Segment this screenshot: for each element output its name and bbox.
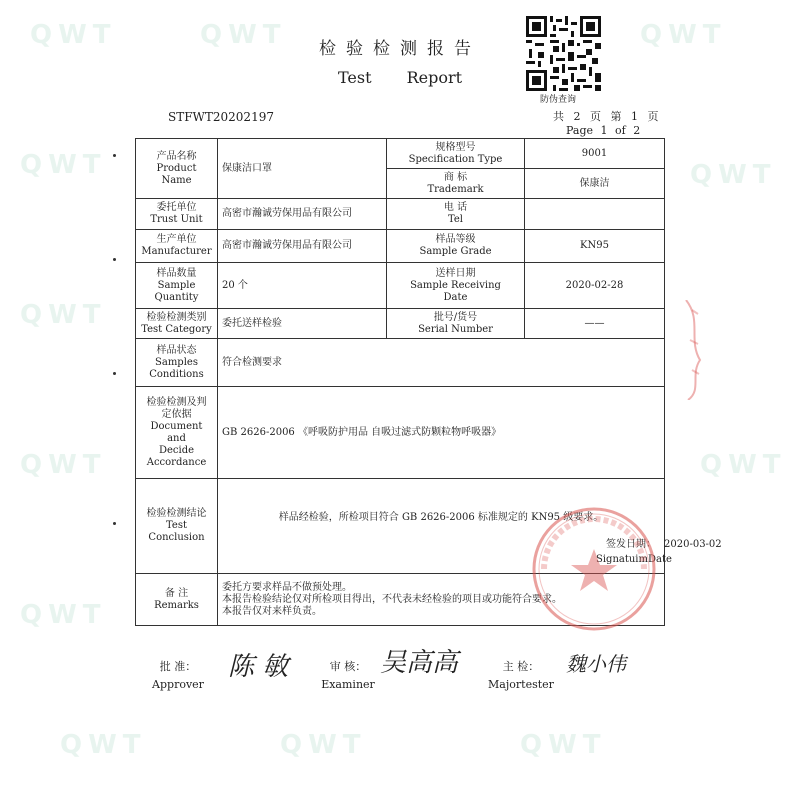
approver-signature: 陈 敏 — [228, 652, 289, 682]
anti-counterfeit-label: 防伪查询 — [540, 95, 577, 105]
report-title-en: Test Report — [337, 68, 463, 87]
watermark: QWT — [20, 150, 107, 180]
sample-quantity-value: 20 个 — [218, 263, 387, 309]
examiner-signature: 吴高高 — [380, 648, 459, 678]
manufacturer-value: 高密市瀚诚劳保用品有限公司 — [218, 230, 387, 263]
seam-stamp — [684, 300, 704, 400]
watermark: QWT — [60, 730, 147, 760]
report-number: STFWT20202197 — [168, 110, 274, 124]
watermark: QWT — [690, 160, 777, 190]
qr-code-icon — [526, 16, 601, 91]
table-row — [136, 309, 665, 339]
sample-grade-label: 样品等级 Sample Grade — [387, 230, 525, 263]
serial-number-value: —— — [525, 309, 665, 339]
examiner-label: 审 核： Examiner — [321, 660, 375, 691]
conclusion-label: 检验检测结论 Test Conclusion — [136, 479, 218, 574]
margin-mark — [113, 372, 116, 375]
page-indicator-cn: 共 2 页 第 1 页 — [553, 110, 659, 123]
table-row — [136, 230, 665, 263]
trademark-value: 保康洁 — [525, 169, 665, 199]
sign-date: 签发日期： 2020-03-02 — [606, 539, 722, 550]
test-category-label: 检验检测类别 Test Category — [136, 309, 218, 339]
test-category-value: 委托送样检验 — [218, 309, 387, 339]
table-row — [136, 199, 665, 230]
remark-line: 委托方要求样品不做预处理。 — [222, 581, 352, 593]
serial-number-label: 批号/货号 Serial Number — [387, 309, 525, 339]
watermark: QWT — [20, 300, 107, 330]
sample-conditions-label: 样品状态 Samples Conditions — [136, 339, 218, 387]
watermark: QWT — [520, 730, 607, 760]
product-name-value: 保康洁口罩 — [218, 139, 387, 199]
trust-unit-label: 委托单位 Trust Unit — [136, 199, 218, 230]
watermark: QWT — [640, 20, 727, 50]
watermark: QWT — [700, 450, 787, 480]
official-stamp — [530, 505, 658, 633]
margin-mark — [113, 258, 116, 261]
remarks-label: 备 注 Remarks — [136, 574, 218, 626]
tel-label: 电 话 Tel — [387, 199, 525, 230]
majortester-signature: 魏小伟 — [566, 652, 626, 676]
remark-line: 本报告仅对来样负责。 — [222, 605, 322, 617]
conclusion-text: 样品经检验，所检项目符合 GB 2626-2006 标准规定的 KN95 级要求。 — [278, 512, 604, 523]
remark-line: 本报告检验结论仅对所检项目得出，不代表未经检验的项目或功能符合要求。 — [222, 593, 562, 605]
table-row — [136, 387, 665, 479]
margin-mark — [113, 522, 116, 525]
sample-grade-value: KN95 — [525, 230, 665, 263]
tel-value — [525, 199, 665, 230]
accordance-value: GB 2626-2006 《呼吸防护用品 自吸过滤式防颗粒物呼吸器》 — [218, 387, 665, 479]
watermark: QWT — [200, 20, 287, 50]
majortester-label: 主 检： Majortester — [488, 660, 554, 691]
accordance-label: 检验检测及判 定依据 Document and Decide Accordance — [136, 387, 218, 479]
watermark: QWT — [20, 450, 107, 480]
spec-value: 9001 — [525, 139, 665, 169]
report-title-cn: 检验检测报告 — [319, 39, 481, 59]
trademark-label: 商 标 Trademark — [387, 169, 525, 199]
sample-conditions-value: 符合检测要求 — [218, 339, 665, 387]
spec-label: 规格型号 Specification Type — [387, 139, 525, 169]
sign-date-label-en: SignatuimDate — [596, 554, 672, 565]
margin-mark — [113, 154, 116, 157]
receiving-date-value: 2020-02-28 — [525, 263, 665, 309]
watermark: QWT — [30, 20, 117, 50]
page-indicator-en: Page 1 of 2 — [566, 124, 641, 137]
table-row — [136, 339, 665, 387]
watermark: QWT — [280, 730, 367, 760]
table-row — [136, 139, 665, 169]
trust-unit-value: 高密市瀚诚劳保用品有限公司 — [218, 199, 387, 230]
receiving-date-label: 送样日期 Sample Receiving Date — [387, 263, 525, 309]
watermark: QWT — [20, 600, 107, 630]
approver-label: 批 准： Approver — [152, 660, 204, 691]
manufacturer-label: 生产单位 Manufacturer — [136, 230, 218, 263]
sample-quantity-label: 样品数量 Sample Quantity — [136, 263, 218, 309]
product-name-label: 产品名称 Product Name — [136, 139, 218, 199]
table-row — [136, 263, 665, 309]
